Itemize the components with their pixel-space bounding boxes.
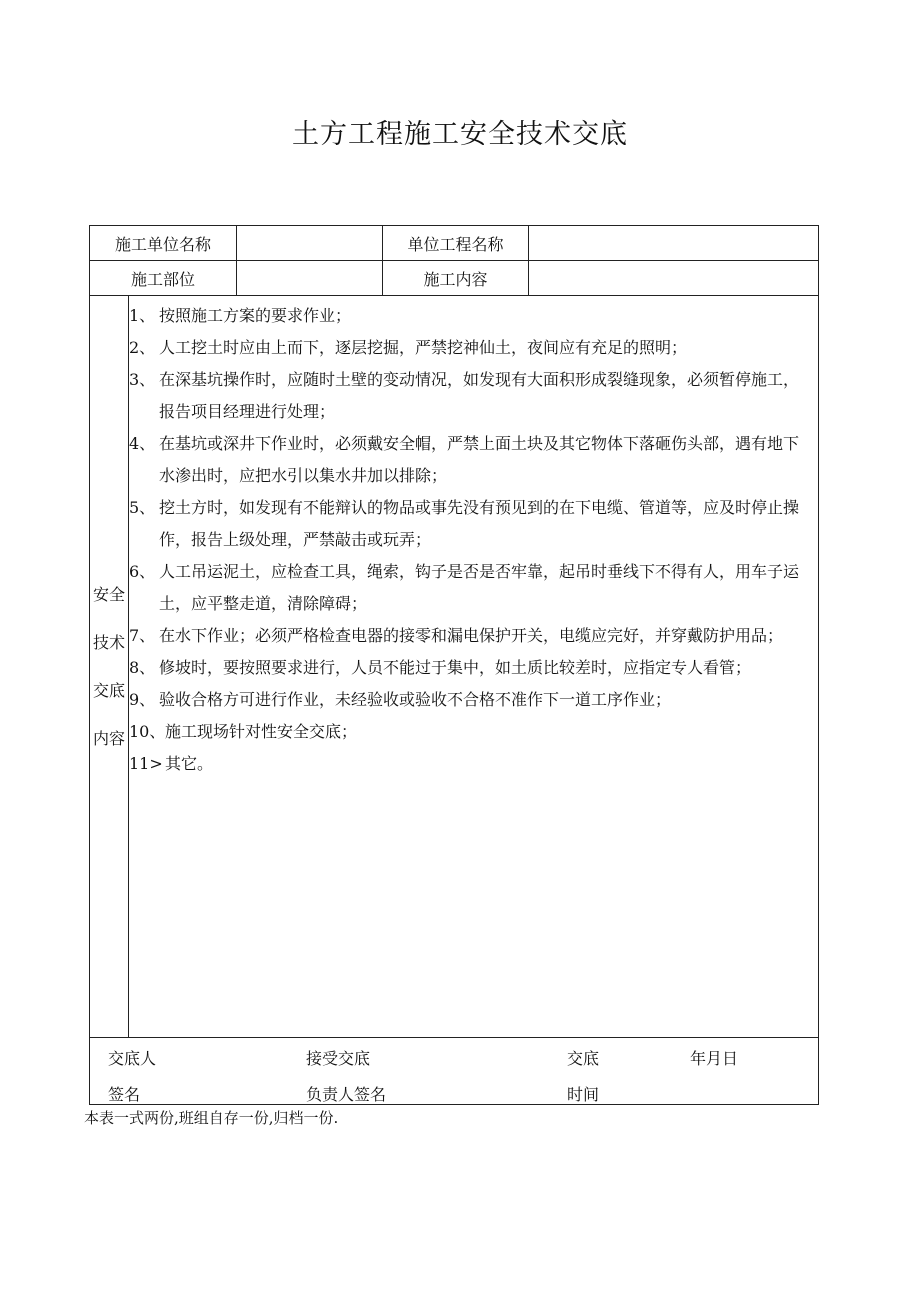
discloser-sign-label: 签名 [108, 1085, 141, 1104]
list-item [129, 716, 808, 748]
item-text: 挖土方时，如发现有不能辩认的物品或事先没有预见到的在下电缆、管道等，应及时停止操作，报告上级处理，严禁敲击或玩弄； [159, 498, 800, 549]
footnote: 本表一式两份,班组自存一份,归档一份. [84, 1109, 339, 1127]
project-name-field[interactable] [529, 226, 819, 261]
item-text: 施工现场针对性安全交底； [165, 722, 358, 741]
item-text: 修坡时，要按照要求进行，人员不能过于集中，如土质比较差时，应指定专人看管； [159, 658, 752, 677]
time-label-2: 时间 [567, 1085, 600, 1104]
item-number: 3、 [129, 370, 156, 389]
list-item [129, 364, 808, 428]
item-number: 10、 [129, 722, 166, 741]
side-label-line: 交底 [92, 680, 125, 700]
signature-area [90, 1038, 819, 1105]
safety-content [129, 296, 819, 1038]
item-text: 验收合格方可进行作业，未经验收或验收不合格不准作下一道工序作业； [159, 690, 672, 709]
list-item [129, 620, 808, 652]
item-number: 8、 [129, 658, 156, 677]
content-label: 施工内容 [383, 261, 529, 296]
document-title: 土方工程施工安全技术交底 [292, 119, 628, 150]
item-number: 9、 [129, 690, 156, 709]
receiver-label: 接受交底 [306, 1049, 371, 1068]
discloser-label: 交底人 [108, 1049, 157, 1068]
date-field[interactable]: 年月日 [690, 1049, 739, 1068]
time-label: 交底 [567, 1049, 600, 1068]
list-item [129, 556, 808, 620]
signature-row [90, 1038, 819, 1105]
item-number: 5、 [129, 498, 156, 517]
item-text: 在基坑或深井下作业时，必须戴安全帽，严禁上面土块及其它物体下落砸伤头部，遇有地下水渗出时，应把水引以集水井加以排除； [159, 434, 800, 485]
list-item [129, 332, 808, 364]
item-text: 在水下作业；必须严格检查电器的接零和漏电保护开关，电缆应完好，并穿戴防护用品； [159, 626, 784, 645]
location-field[interactable] [237, 261, 383, 296]
side-label-line: 技术 [92, 632, 125, 652]
side-label [90, 296, 129, 1038]
list-item [129, 684, 808, 716]
item-text: 人工吊运泥土，应检查工具，绳索，钩子是否是否牢靠，起吊时垂线下不得有人，用车子运土，应平整走道，清除障碍； [159, 562, 800, 613]
list-item [129, 492, 808, 556]
list-item [129, 652, 808, 684]
unit-name-label: 施工单位名称 [90, 226, 237, 261]
receiver-sign-label: 负责人签名 [306, 1085, 387, 1104]
item-text: 按照施工方案的要求作业； [159, 306, 352, 325]
item-number: 4、 [129, 434, 156, 453]
location-label: 施工部位 [90, 261, 237, 296]
item-number: 1、 [129, 306, 156, 325]
item-number: 7、 [129, 626, 156, 645]
side-label-line: 安全 [92, 584, 125, 604]
item-text: 人工挖土时应由上而下，逐层挖掘，严禁挖神仙土，夜间应有充足的照明； [159, 338, 688, 357]
item-number: 2、 [129, 338, 156, 357]
item-text: 其它。 [165, 754, 214, 773]
header-row-1 [90, 226, 819, 261]
list-item [129, 300, 808, 332]
disclosure-form [89, 225, 819, 1105]
content-row [90, 296, 819, 1038]
unit-name-field[interactable] [237, 226, 383, 261]
item-number: 6、 [129, 562, 156, 581]
list-item [129, 748, 808, 780]
header-row-2 [90, 261, 819, 296]
list-item [129, 428, 808, 492]
project-name-label: 单位工程名称 [383, 226, 529, 261]
content-field[interactable] [529, 261, 819, 296]
side-label-line: 内容 [92, 728, 125, 748]
item-text: 在深基坑操作时，应随时土壁的变动情况，如发现有大面积形成裂缝现象，必须暂停施工，报告项目经理进行处理； [159, 370, 800, 421]
item-number: 11> [129, 754, 163, 773]
